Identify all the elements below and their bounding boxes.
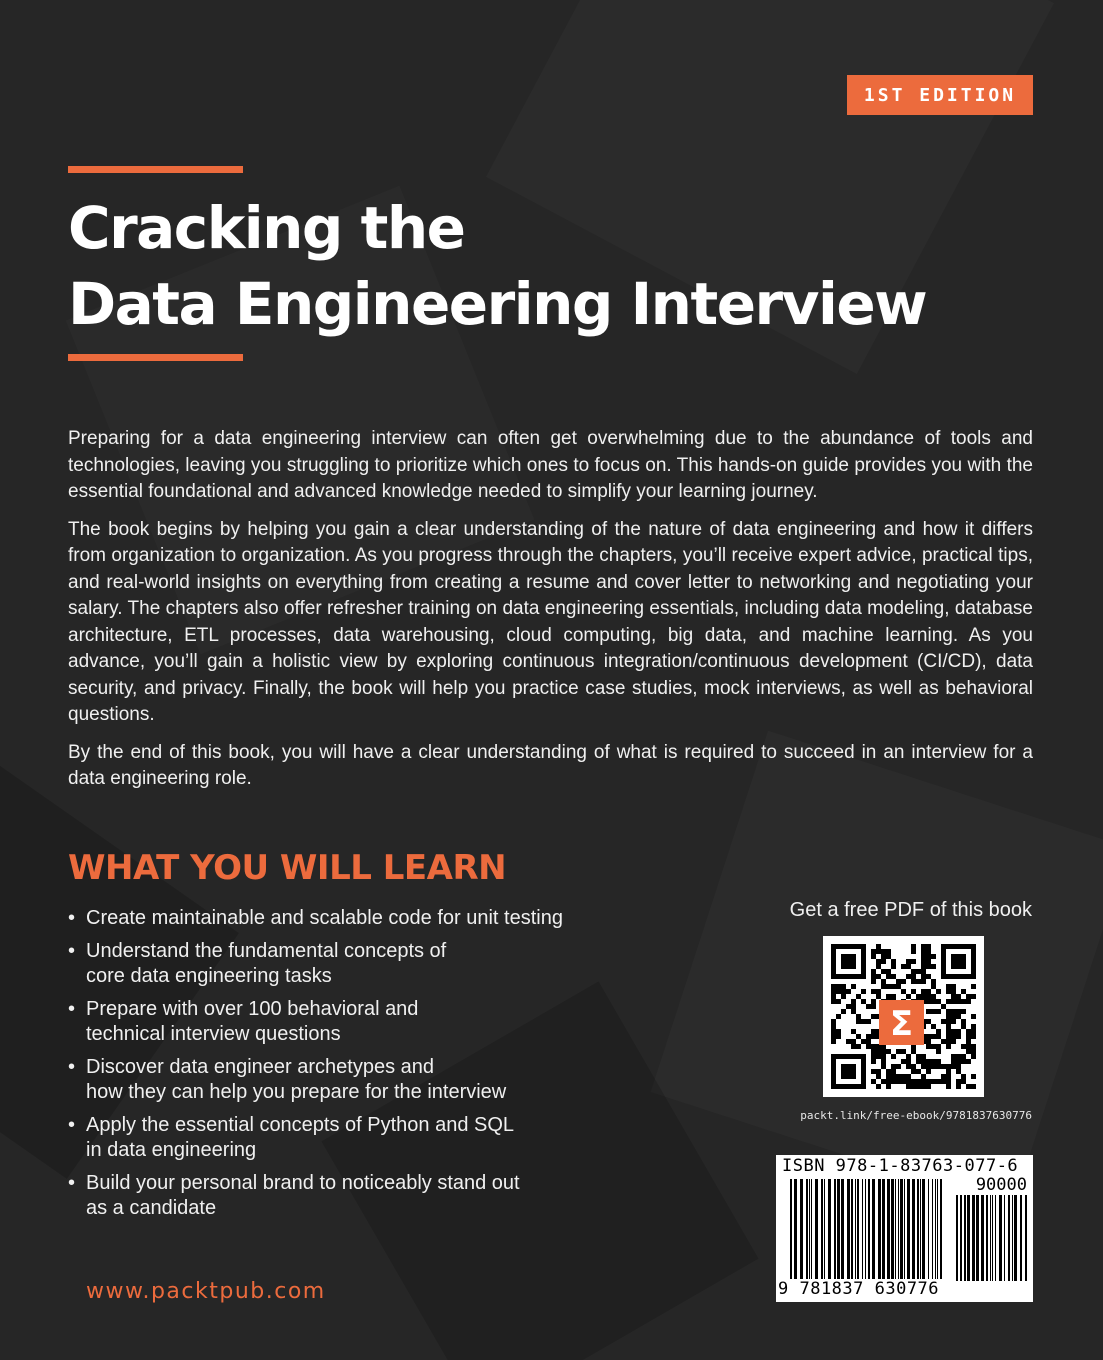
description-paragraph: Preparing for a data engineering interview can often get overwhelming due to the abundance of tools and technologies, leaving you struggling to prioritize which ones to focus on. This hands-on guide provides you with the essential foundational and advanced knowledge needed to simplify your learning journey. xyxy=(68,428,1033,502)
isbn-label: ISBN 978-1-83763-077-6 xyxy=(782,1156,1019,1176)
isbn-barcode xyxy=(776,1155,1033,1302)
publisher-website-link[interactable]: www.packtpub.com xyxy=(86,1279,326,1304)
title-rule-top xyxy=(68,166,243,173)
list-item: • Discover data engineer archetypes and how they can help you prepare for the interview xyxy=(68,1056,507,1103)
learn-list xyxy=(68,906,628,1229)
bullet-icon: • xyxy=(68,1114,76,1136)
bullet-icon: • xyxy=(68,1172,76,1194)
list-item: • Build your personal brand to noticeably stand out as a candidate xyxy=(68,1172,520,1219)
qr-code-icon[interactable] xyxy=(823,936,984,1097)
barcode-number: 9 781837 630776 xyxy=(778,1279,942,1299)
free-pdf-label: Get a free PDF of this book xyxy=(789,899,1032,921)
list-item: • Understand the fundamental concepts of core data engineering tasks xyxy=(68,940,447,987)
packt-logo-icon: Σ xyxy=(889,1004,914,1044)
title-line-1: Cracking the xyxy=(68,194,465,262)
book-description xyxy=(68,426,1033,804)
free-ebook-url: packt.link/free-ebook/9781837630776 xyxy=(800,1109,1032,1122)
list-item: • Create maintainable and scalable code for unit testing xyxy=(68,907,563,929)
list-item: • Apply the essential concepts of Python and SQL in data engineering xyxy=(68,1114,515,1161)
book-title xyxy=(68,190,1048,342)
bullet-icon: • xyxy=(68,998,76,1020)
description-paragraph: The book begins by helping you gain a clear understanding of the nature of data engineering and how it differs from organization to organization. As you progress through the chapters, you’ll receive expert advice, practical tips, and real-world insights on everything from creating a resume and cover letter to networking and negotiating your salary. The chapters also offer refresher training on data engineering essentials, including data modeling, database architecture, ETL processes, data warehousing, cloud computing, big data, and machine learning. As you advance, you’ll gain a holistic view by exploring continuous integration/continuous development (CI/CD), data security, and privacy. Finally, the book will help you practice case studies, mock interviews, as well as behavioral questions. xyxy=(68,518,1033,725)
description-paragraph: By the end of this book, you will have a clear understanding of what is required to succeed in an interview for a data engineering role. xyxy=(68,741,1033,789)
list-item: • Prepare with over 100 behavioral and technical interview questions xyxy=(68,998,419,1045)
title-rule-bottom xyxy=(68,354,243,361)
bullet-icon: • xyxy=(68,1056,76,1078)
title-line-2: Data Engineering Interview xyxy=(68,270,927,338)
learn-heading: WHAT YOU WILL LEARN xyxy=(68,848,507,888)
edition-badge: 1ST EDITION xyxy=(847,75,1033,115)
price-code: 90000 xyxy=(975,1175,1027,1195)
bullet-icon: • xyxy=(68,940,76,962)
bullet-icon: • xyxy=(68,907,76,929)
